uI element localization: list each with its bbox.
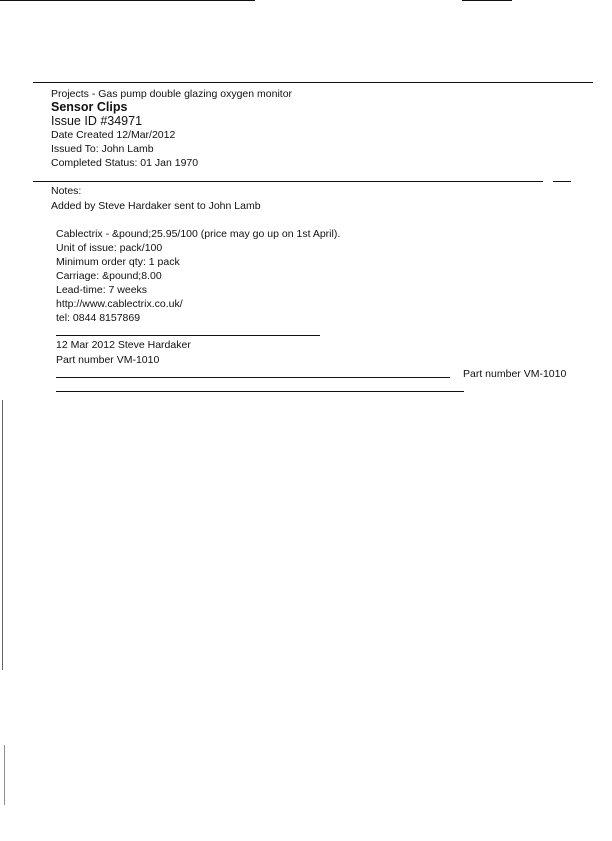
bottom-rule [56, 391, 464, 392]
entry-part-number: Part number VM-1010 [56, 354, 160, 366]
note-line: Carriage: &pound;8.00 [56, 270, 162, 282]
notes-rule-end [553, 181, 571, 182]
note-line: Unit of issue: pack/100 [56, 242, 163, 254]
top-rule [0, 0, 255, 1]
completed-status: Completed Status: 01 Jan 1970 [51, 157, 199, 169]
notes-added-by: Added by Steve Hardaker sent to John Lamb [51, 200, 261, 212]
issue-id: Issue ID #34971 [51, 114, 143, 128]
date-created: Date Created 12/Mar/2012 [51, 129, 176, 141]
entry-meta: 12 Mar 2012 Steve Hardaker [56, 339, 191, 351]
side-part-number: Part number VM-1010 [463, 368, 567, 380]
notes-rule [33, 181, 543, 182]
notes-label: Notes: [51, 185, 82, 197]
project-breadcrumb: Projects - Gas pump double glazing oxygen monitor [51, 88, 293, 100]
entry-rule [56, 335, 320, 336]
top-rule-right [462, 0, 512, 1]
issue-title: Sensor Clips [51, 100, 128, 114]
note-line: Cablectrix - &pound;25.95/100 (price may go up on 1st April). [56, 228, 341, 240]
scan-edge-mark [2, 400, 3, 670]
note-line: Lead-time: 7 weeks [56, 284, 148, 296]
part-rule [56, 377, 450, 378]
issued-to: Issued To: John Lamb [51, 143, 154, 155]
scan-edge-mark [4, 745, 5, 805]
note-line: Minimum order qty: 1 pack [56, 256, 180, 268]
note-url: http://www.cablectrix.co.uk/ [56, 298, 183, 310]
header-rule [33, 82, 593, 83]
note-phone: tel: 0844 8157869 [56, 312, 141, 324]
